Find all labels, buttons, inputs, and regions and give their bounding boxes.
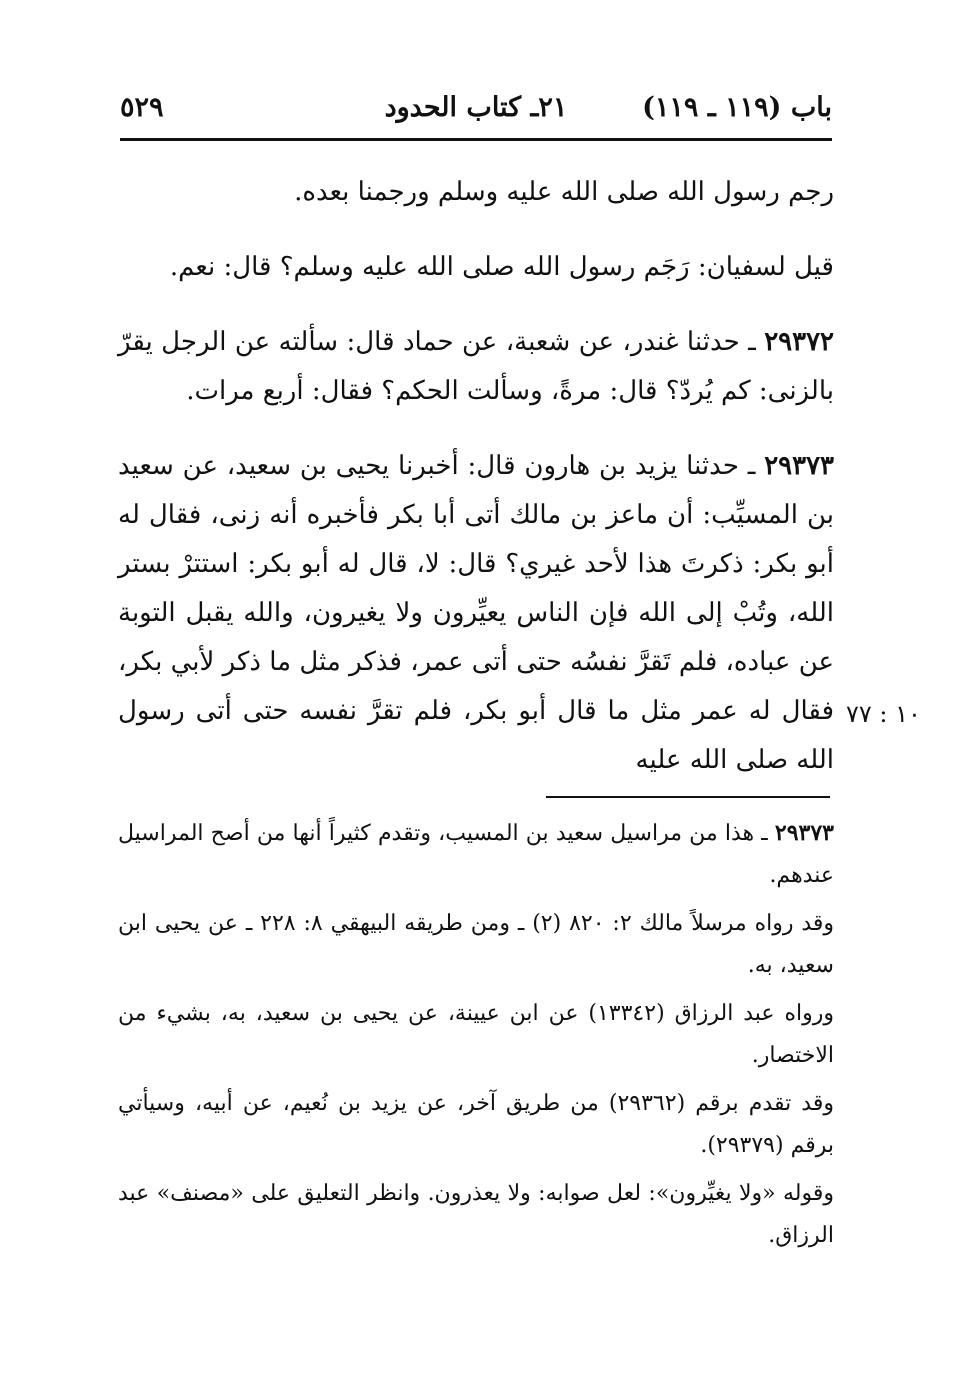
margin-reference: ١٠ : ٧٧ xyxy=(846,700,921,728)
main-text xyxy=(118,168,834,811)
hadith-number: ٢٩٣٧٢ xyxy=(764,327,835,357)
footnote-1 xyxy=(118,812,834,897)
footnote-2: وقد رواه مرسلاً مالك ٢: ٨٢٠ (٢) ـ ومن طريقه البيهقي ٨: ٢٢٨ ـ عن يحيى ابن سعيد، به. xyxy=(118,911,835,978)
footnote-rule xyxy=(546,796,830,798)
footnote-text: ـ هذا من مراسيل سعيد بن المسيب، وتقدم كثيراً أنها من أصح المراسيل عندهم. xyxy=(118,821,834,888)
page-number: ٥٢٩ xyxy=(120,92,164,123)
header-rule xyxy=(120,138,832,141)
book-title: ٢١ـ كتاب الحدود xyxy=(384,92,568,123)
chapter-title: باب (١١٩ ـ ١١٩) xyxy=(642,92,832,123)
paragraph-1: رجم رسول الله صلى الله عليه وسلم ورجمنا بعده. xyxy=(294,177,834,207)
page-header xyxy=(120,88,832,134)
footnote-5: وقوله «ولا يغيِّرون»: لعل صوابه: ولا يعذرون. وانظر التعليق على «مصنف» عبد الرزاق. xyxy=(118,1181,834,1248)
footnote-number: ٢٩٣٧٣ xyxy=(774,820,834,846)
footnotes xyxy=(118,812,834,1263)
paragraph-2: قيل لسفيان: رَجَم رسول الله صلى الله عليه وسلم؟ قال: نعم. xyxy=(169,252,834,282)
hadith-29372 xyxy=(118,318,834,416)
hadith-number: ٢٩٣٧٣ xyxy=(764,451,835,481)
hadith-text: ـ حدثنا يزيد بن هارون قال: أخبرنا يحيى بن سعيد، عن سعيد بن المسيِّب: أن ماعز بن مالك أتى أبا بكر فأخبره أنه زنى، فقال له أبو بكر: ذكرتَ هذا لأحد غيري؟ قال: لا، قال له أبو بكر: استترْ بستر الله، وتُبْ إلى الله فإن الناس يعيِّرون ولا يغيرون، والله يقبل التوبة عن عباده، فلم تَقرَّ نفسُه حتى أتى عمر، فذكر مثل ما ذكر لأبي بكر، فقال له عمر مثل ما قال أبو بكر، فلم تقرَّ نفسه حتى أتى رسول الله صلى الله عليه xyxy=(118,451,834,775)
footnote-4: وقد تقدم برقم (٢٩٣٦٢) من طريق آخر، عن يزيد بن نُعيم، عن أبيه، وسيأتي برقم (٢٩٣٧٩). xyxy=(118,1091,834,1158)
footnote-3: ورواه عبد الرزاق (١٣٣٤٢) عن ابن عيينة، عن يحيى بن سعيد، به، بشيء من الاختصار. xyxy=(118,1001,834,1068)
hadith-text: ـ حدثنا غندر، عن شعبة، عن حماد قال: سألته عن الرجل يقرّ بالزنى: كم يُردّ؟ قال: مرةً، وسألت الحكم؟ فقال: أربع مرات. xyxy=(118,327,834,406)
hadith-29373 xyxy=(118,442,834,785)
